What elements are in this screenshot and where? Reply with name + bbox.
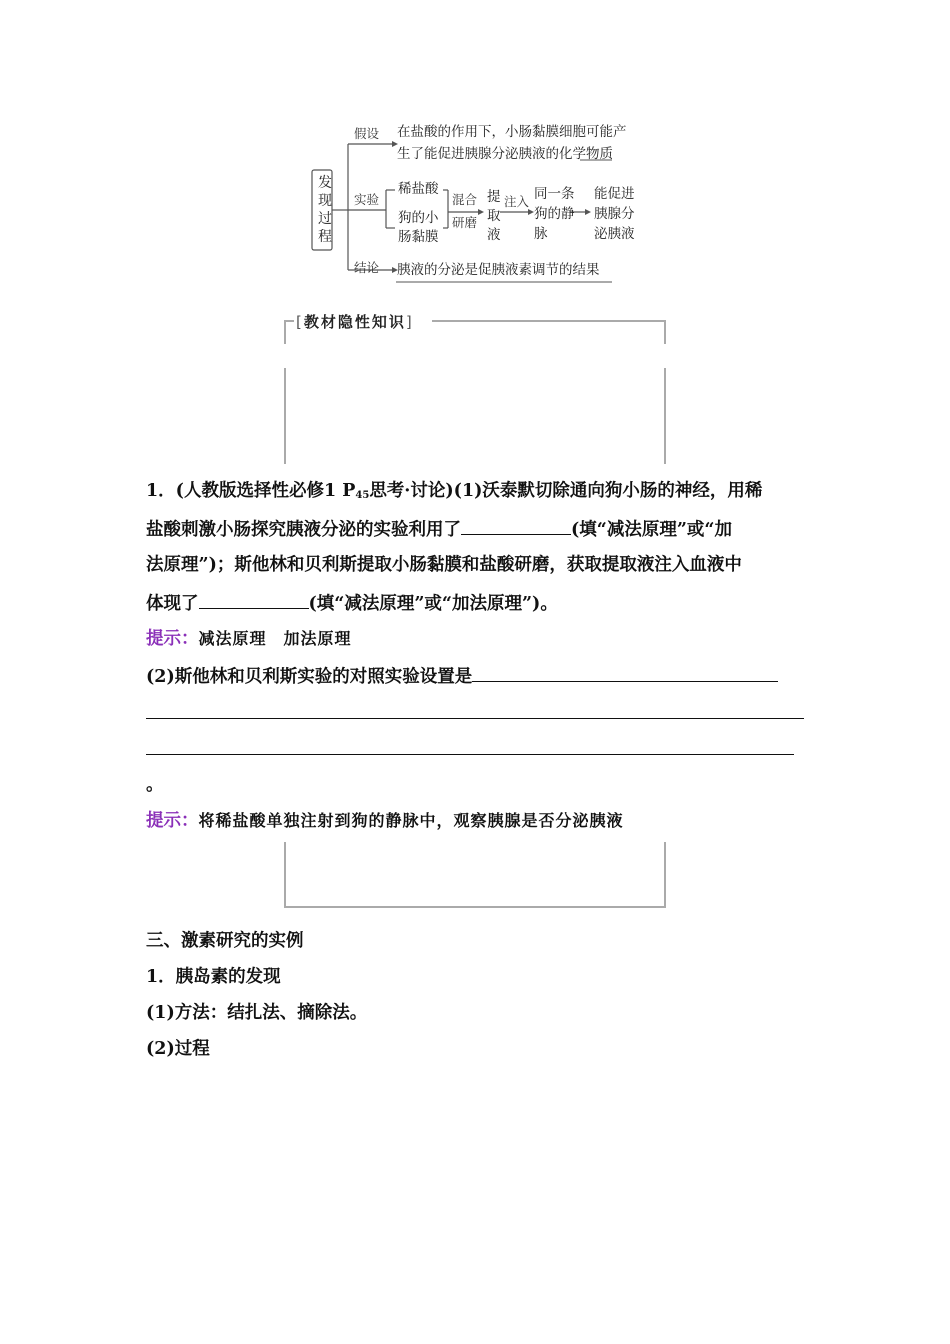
hypothesis-label: 假设 xyxy=(354,126,380,141)
box-bottom-left-side xyxy=(284,842,286,908)
extract-liquid: 提取液 xyxy=(487,189,501,243)
hint-label-1: 提示： xyxy=(146,629,199,649)
title-bracket-left: [ xyxy=(296,313,304,331)
box-bottom-edge xyxy=(284,906,666,908)
side-label-text: 发现过程 xyxy=(318,175,332,245)
box-top-left-stub xyxy=(284,320,294,322)
answer-blank-3[interactable] xyxy=(472,667,778,682)
same-dog-vein: 同一条狗的静脉 xyxy=(534,186,575,242)
hint-2 xyxy=(146,813,624,831)
box-top-right-edge xyxy=(664,320,666,344)
q1-line1-suffix: 思考·讨论)(1)沃泰默切除通向狗小肠的神经，用稀 xyxy=(369,481,763,501)
title-bracket-right: ] xyxy=(405,313,414,331)
q1-line4 xyxy=(146,594,558,614)
box-left-side xyxy=(284,368,286,464)
input-acid: 稀盐酸 xyxy=(398,181,439,197)
answer-blank-1[interactable] xyxy=(461,520,571,535)
grind-label: 研磨 xyxy=(452,215,478,230)
answer-line-2[interactable] xyxy=(146,718,804,719)
q1-part2 xyxy=(146,667,778,687)
hint-1 xyxy=(146,631,352,649)
mix-label: 混合 xyxy=(452,192,478,207)
section3-method: (1)方法：结扎法、摘除法。 xyxy=(146,1003,368,1023)
q1-line2-b: (填“减法原理”或“加 xyxy=(571,520,732,540)
q1-line4-b: (填“减法原理”或“加法原理”)。 xyxy=(308,594,558,614)
conclusion-label: 结论 xyxy=(354,260,380,275)
q1-line4-a: 体现了 xyxy=(146,594,199,614)
q1-line2 xyxy=(146,520,732,540)
section3-heading: 三、激素研究的实例 xyxy=(146,931,304,951)
q1-line3: 法原理”)；斯他林和贝利斯提取小肠黏膜和盐酸研磨，获取提取液注入血液中 xyxy=(146,555,742,575)
knowledge-box-title xyxy=(296,311,414,332)
hint-2-text: 将稀盐酸单独注射到狗的静脉中，观察胰腺是否分泌胰液 xyxy=(198,811,624,830)
box-right-side xyxy=(664,368,666,464)
q1-part2-text: (2)斯他林和贝利斯实验的对照实验设置是 xyxy=(146,667,473,687)
inject-label: 注入 xyxy=(504,194,530,209)
input-mucosa-1: 狗的小 xyxy=(398,210,439,226)
answer-blank-2[interactable] xyxy=(199,594,309,609)
experiment-label: 实验 xyxy=(354,192,380,207)
q1-page-subscript: 45 xyxy=(355,490,370,501)
box-top-left-edge xyxy=(284,320,286,344)
box-top-right xyxy=(432,320,666,322)
result-text: 能促进胰腺分泌胰液 xyxy=(594,186,635,242)
hint-1-text: 减法原理 加法原理 xyxy=(198,629,352,648)
box-bottom-right-side xyxy=(664,842,666,908)
q1-period: 。 xyxy=(146,775,164,795)
side-label xyxy=(315,174,335,246)
q1-line2-a: 盐酸刺激小肠探究胰液分泌的实验利用了 xyxy=(146,520,461,540)
q1-line1-prefix: 1．(人教版选择性必修1 P xyxy=(146,481,356,501)
input-mucosa-2: 肠黏膜 xyxy=(398,229,439,245)
section3-process: (2)过程 xyxy=(146,1039,210,1059)
section3-sub1: 1．胰岛素的发现 xyxy=(146,967,281,987)
hint-label-2: 提示： xyxy=(146,811,199,831)
q1-line1 xyxy=(146,483,762,501)
answer-line-3[interactable] xyxy=(146,754,794,755)
conclusion-text: 胰液的分泌是促胰液素调节的结果 xyxy=(397,262,600,278)
hypothesis-line2: 生了能促进胰腺分泌胰液的化学物质 xyxy=(397,146,613,162)
knowledge-box-title-text: 教材隐性知识 xyxy=(303,313,406,331)
hypothesis-line1: 在盐酸的作用下，小肠黏膜细胞可能产 xyxy=(397,124,627,140)
